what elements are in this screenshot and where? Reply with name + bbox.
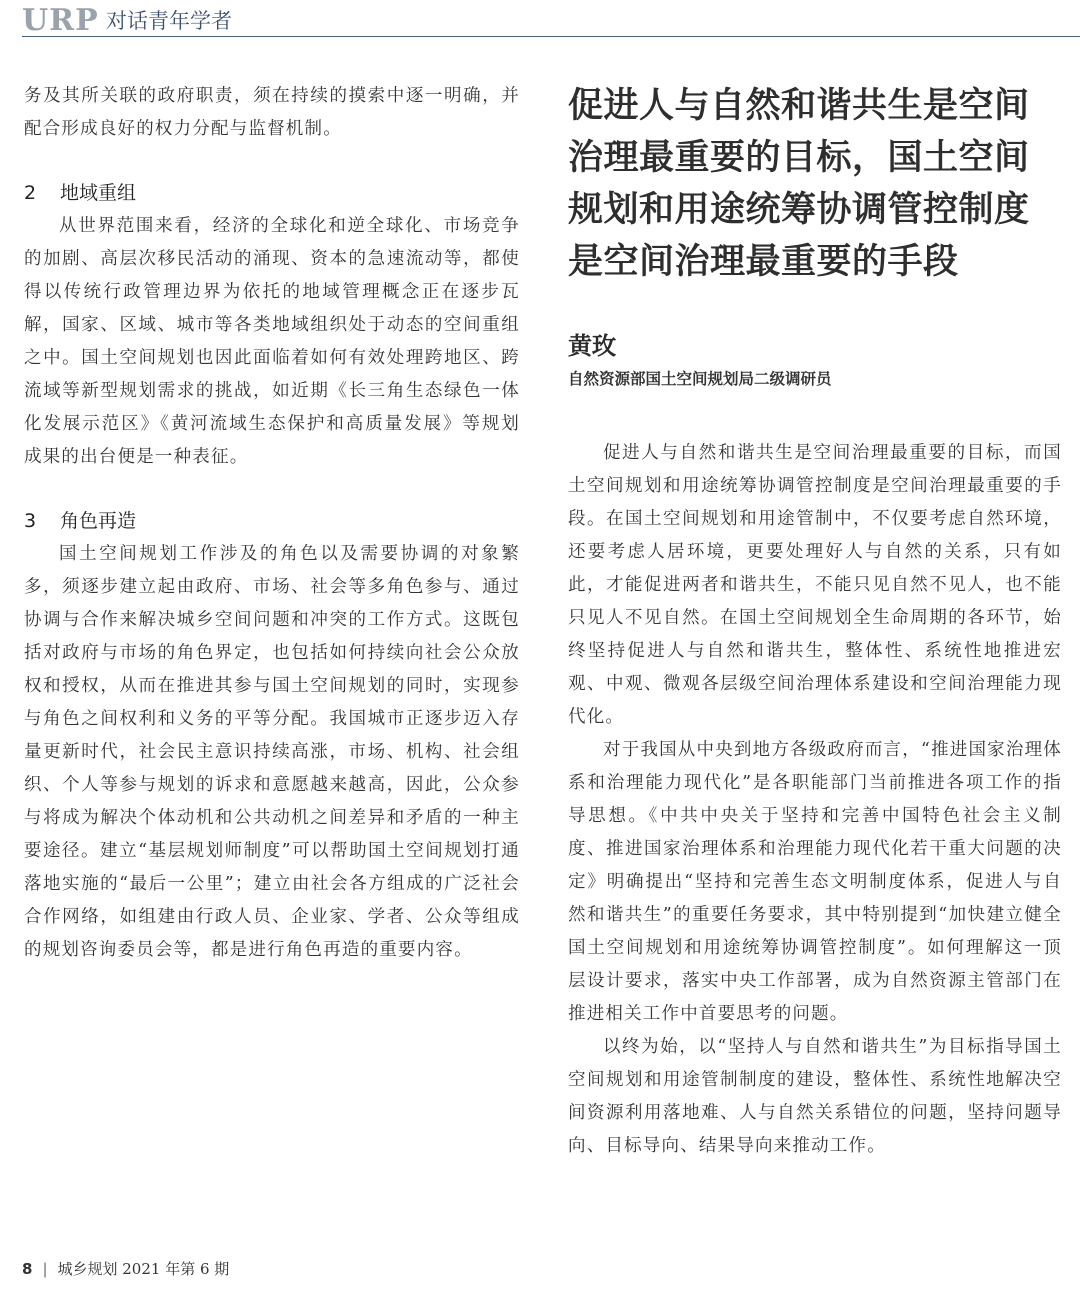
- section-heading-2: [24, 177, 520, 210]
- body-paragraph: 对于我国从中央到地方各级政府而言，“推进国家治理体系和治理能力现代化”是各职能部门当前推进各项工作的指导思想。《中共中央关于坚持和完善中国特色社会主义制度、推进国家治理体系和治理能力现代化若干重大问题的决定》明确提出“坚持和完善生态文明制度体系，促进人与自然和谐共生”的重要任务要求，其中特别提到“加快建立健全国土空间规划和用途统筹协调管控制度”。如何理解这一顶层设计要求，落实中央工作部署，成为自然资源主管部门在推进相关工作中首要思考的问题。: [568, 740, 1062, 1024]
- section-heading-3: [24, 505, 520, 538]
- author-name: 黄玫: [568, 332, 616, 360]
- section-title: 角色再造: [60, 510, 137, 532]
- body-paragraph: 以终为始，以“坚持人与自然和谐共生”为目标指导国土空间规划和用途管制制度的建设，整体性、系统性地解决空间资源利用落地难、人与自然关系错位的问题，坚持问题导向、目标导向、结果导向来推动工作。: [568, 1037, 1062, 1156]
- footer-separator: |: [42, 1260, 48, 1278]
- section-number: 3: [24, 510, 37, 532]
- author-affiliation: 自然资源部国土空间规划局二级调研员: [568, 370, 832, 388]
- section-3-paragraph: 国土空间规划工作涉及的角色以及需要协调的对象繁多，须逐步建立起由政府、市场、社会等多角色参与、通过协调与合作来解决城乡空间问题和冲突的工作方式。这既包括对政府与市场的角色界定，也包括如何持续向社会公众放权和授权，从而在推进其参与国土空间规划的同时，实现参与角色之间权利和义务的平等分配。我国城市正逐步迈入存量更新时代，社会民主意识持续高涨，市场、机构、社会组织、个人等参与规划的诉求和意愿越来越高，因此，公众参与将成为解决个体动机和公共动机之间差异和矛盾的一种主要途径。建立“基层规划师制度”可以帮助国土空间规划打通落地实施的“最后一公里”；建立由社会各方组成的广泛社会合作网络，如组建由行政人员、企业家、学者、公众等组成的规划咨询委员会等，都是进行角色再造的重要内容。: [24, 544, 520, 960]
- right-column: [568, 80, 1062, 1163]
- journal-issue: 城乡规划 2021 年第 6 期: [57, 1260, 230, 1278]
- continued-paragraph: 务及其所关联的政府职责，须在持续的摸索中逐一明确，并配合形成良好的权力分配与监督机制。: [24, 86, 520, 139]
- page-header: [0, 0, 1080, 44]
- article-body: [568, 437, 1062, 1163]
- section-2-paragraph: 从世界范围来看，经济的全球化和逆全球化、市场竞争的加剧、高层次移民活动的涌现、资本的急速流动等，都使得以传统行政管理边界为依托的地域管理概念正在逐步瓦解，国家、区域、城市等各类地域组织处于动态的空间重组之中。国土空间规划也因此面临着如何有效处理跨地区、跨流域等新型规划需求的挑战，如近期《长三角生态绿色一体化发展示范区》《黄河流域生态保护和高质量发展》等规划成果的出台便是一种表征。: [24, 216, 520, 467]
- journal-logo: URP: [22, 3, 99, 38]
- page-footer: [22, 1258, 229, 1280]
- body-paragraph: 促进人与自然和谐共生是空间治理最重要的目标，而国土空间规划和用途统筹协调管控制度是空间治理最重要的手段。在国土空间规划和用途管制中，不仅要考虑自然环境，还要考虑人居环境，更要处理好人与自然的关系，只有如此，才能促进两者和谐共生，不能只见自然不见人，也不能只见人不见自然。在国土空间规划全生命周期的各环节，始终坚持促进人与自然和谐共生，整体性、系统性地推进宏观、中观、微观各层级空间治理体系建设和空间治理能力现代化。: [568, 443, 1062, 727]
- article-headline: 促进人与自然和谐共生是空间治理最重要的目标，国土空间规划和用途统筹协调管控制度是空间治理最重要的手段: [568, 86, 1030, 282]
- column-name: 对话青年学者: [106, 9, 232, 33]
- page-number: 8: [22, 1260, 33, 1278]
- left-column: [24, 80, 520, 967]
- header-divider: [22, 36, 1080, 37]
- section-number: 2: [24, 182, 37, 204]
- section-title: 地域重组: [60, 182, 137, 204]
